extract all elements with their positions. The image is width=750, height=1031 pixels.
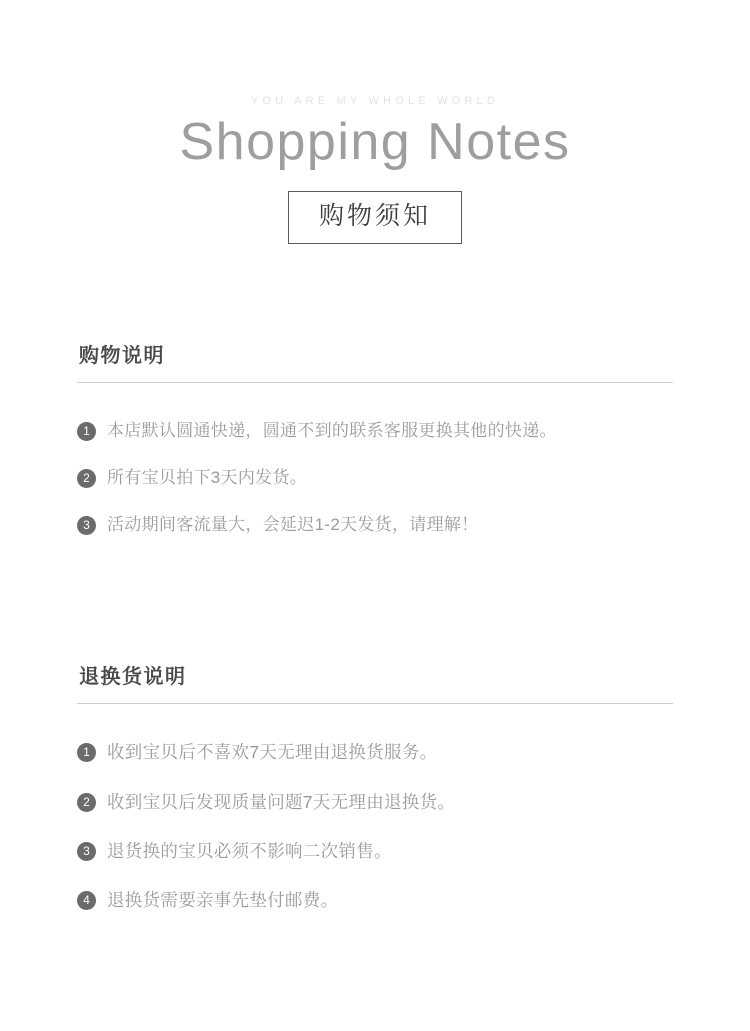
list-number-badge: 1	[77, 422, 96, 441]
list-number-badge: 3	[77, 842, 96, 861]
list-item-text: 本店默认圆通快递，圆通不到的联系客服更换其他的快递。	[107, 421, 557, 441]
return-policy-list	[77, 740, 673, 914]
page-title: Shopping Notes	[179, 113, 571, 171]
boxed-title-wrap	[0, 191, 750, 245]
list-item	[77, 513, 673, 538]
list-item-text: 收到宝贝后不喜欢7天无理由退换货服务。	[107, 742, 438, 763]
page-header	[0, 0, 750, 244]
section-divider	[77, 382, 673, 383]
list-item-text: 退货换的宝贝必须不影响二次销售。	[107, 840, 392, 861]
list-number-badge: 2	[77, 469, 96, 488]
list-item-text: 收到宝贝后发现质量问题7天无理由退换货。	[107, 791, 456, 812]
list-item	[77, 888, 673, 913]
list-item-text: 活动期间客流量大，会延迟1-2天发货，请理解！	[107, 514, 479, 534]
section-divider	[77, 703, 673, 704]
list-item-text: 退换货需要亲事先垫付邮费。	[107, 890, 339, 911]
shopping-info-list	[77, 419, 673, 537]
section-return-policy	[77, 665, 673, 914]
list-item	[77, 466, 673, 491]
list-item	[77, 419, 673, 444]
list-item	[77, 839, 673, 864]
list-number-badge: 3	[77, 516, 96, 535]
boxed-subtitle: 购物须知	[288, 191, 462, 245]
section-title-return-policy: 退换货说明	[79, 666, 187, 689]
list-number-badge: 4	[77, 891, 96, 910]
section-shopping-info	[77, 344, 673, 537]
list-number-badge: 2	[77, 793, 96, 812]
list-item	[77, 740, 673, 765]
section-title-shopping-info: 购物说明	[79, 345, 165, 368]
list-item-text: 所有宝贝拍下3天内发货。	[107, 467, 308, 487]
list-number-badge: 1	[77, 743, 96, 762]
header-eyebrow: YOU ARE MY WHOLE WORLD	[250, 95, 500, 107]
list-item	[77, 790, 673, 815]
